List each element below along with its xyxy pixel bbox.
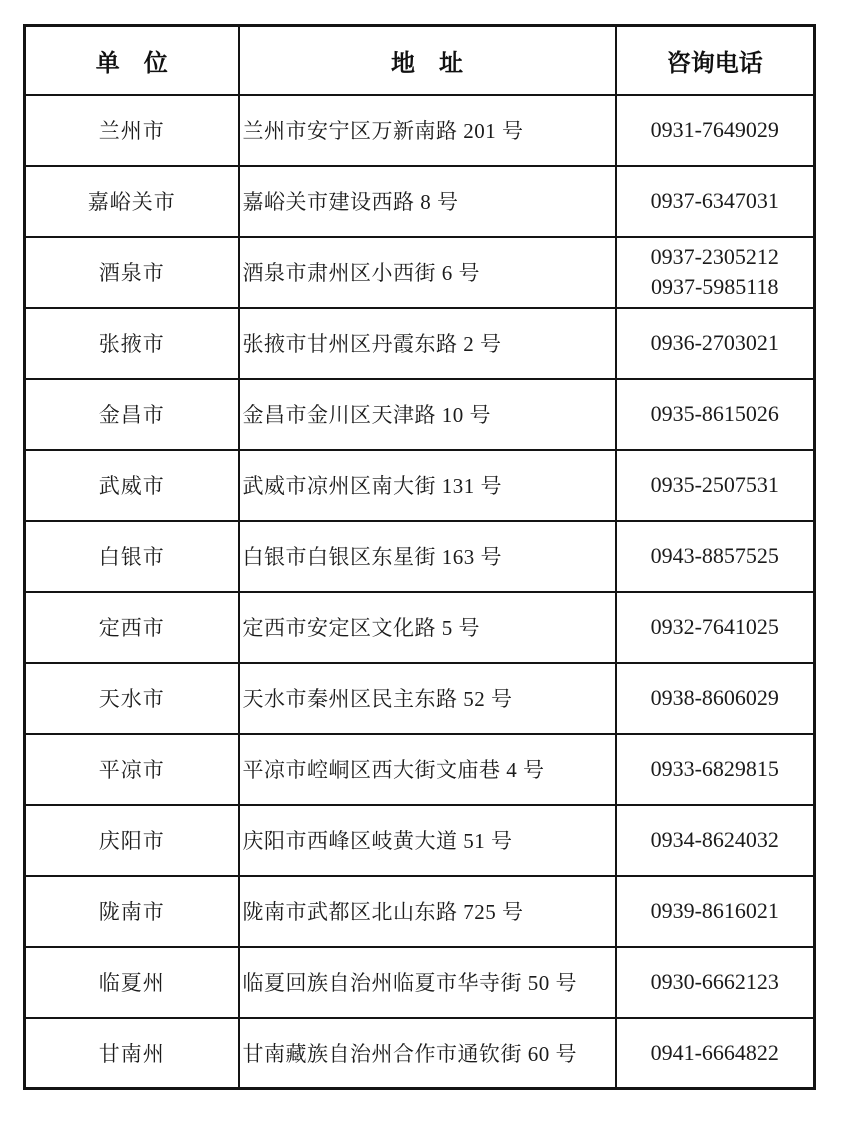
phone-number: 0939-8616021 [650,898,779,923]
phone-number: 0935-8615026 [650,401,779,426]
unit-cell: 临夏州 [25,947,239,1018]
address-cell: 庆阳市西峰区岐黄大道 51 号 [239,805,616,876]
phone-cell [616,237,815,308]
unit-cell: 陇南市 [25,876,239,947]
table-row [25,450,815,521]
address-cell: 张掖市甘州区丹霞东路 2 号 [239,308,616,379]
phone-cell [616,734,815,805]
table-row [25,592,815,663]
phone-cell [616,592,815,663]
phone-cell [616,166,815,237]
address-cell: 嘉峪关市建设西路 8 号 [239,166,616,237]
unit-cell: 武威市 [25,450,239,521]
table-row [25,95,815,166]
table-row [25,1018,815,1089]
phone-cell [616,947,815,1018]
table-row [25,308,815,379]
unit-cell: 嘉峪关市 [25,166,239,237]
header-unit: 单 位 [25,26,239,95]
address-cell: 甘南藏族自治州合作市通钦街 60 号 [239,1018,616,1089]
unit-cell: 张掖市 [25,308,239,379]
header-phone: 咨询电话 [616,26,815,95]
phone-number: 0931-7649029 [650,117,779,142]
address-cell: 天水市秦州区民主东路 52 号 [239,663,616,734]
contact-table [23,24,816,1090]
phone-number: 0937-2305212 [650,244,779,269]
unit-cell: 兰州市 [25,95,239,166]
unit-cell: 白银市 [25,521,239,592]
table-header [25,26,815,95]
address-cell: 兰州市安宁区万新南路 201 号 [239,95,616,166]
phone-cell [616,876,815,947]
phone-number: 0943-8857525 [650,543,779,568]
table-row [25,663,815,734]
table-row [25,876,815,947]
unit-cell: 金昌市 [25,379,239,450]
address-cell: 金昌市金川区天津路 10 号 [239,379,616,450]
phone-number: 0941-6664822 [650,1039,779,1065]
address-cell: 酒泉市肃州区小西街 6 号 [239,237,616,308]
unit-cell: 甘南州 [25,1018,239,1089]
address-cell: 武威市凉州区南大街 131 号 [239,450,616,521]
phone-cell [616,450,815,521]
phone-number: 0938-8606029 [650,685,779,710]
unit-cell: 酒泉市 [25,237,239,308]
phone-cell [616,805,815,876]
table-row [25,166,815,237]
unit-cell: 天水市 [25,663,239,734]
phone-number: 0937-5985118 [650,274,779,299]
header-address: 地 址 [239,26,616,95]
table-row [25,947,815,1018]
phone-cell [616,95,815,166]
address-cell: 平凉市崆峒区西大街文庙巷 4 号 [239,734,616,805]
phone-number: 0937-6347031 [650,188,779,213]
phone-cell [616,308,815,379]
address-cell: 临夏回族自治州临夏市华寺街 50 号 [239,947,616,1018]
phone-number: 0935-2507531 [650,472,779,497]
table-row [25,379,815,450]
table-body [25,95,815,1089]
phone-number: 0932-7641025 [650,614,779,639]
phone-cell [616,663,815,734]
phone-cell [616,379,815,450]
phone-number: 0930-6662123 [650,969,779,994]
address-cell: 白银市白银区东星街 163 号 [239,521,616,592]
table-row [25,734,815,805]
header-row [25,26,815,95]
phone-cell [616,1018,815,1089]
phone-number: 0933-6829815 [650,756,779,781]
phone-cell [616,521,815,592]
unit-cell: 定西市 [25,592,239,663]
table-row [25,237,815,308]
address-cell: 定西市安定区文化路 5 号 [239,592,616,663]
unit-cell: 平凉市 [25,734,239,805]
address-cell: 陇南市武都区北山东路 725 号 [239,876,616,947]
table-row [25,805,815,876]
phone-number: 0934-8624032 [650,827,779,852]
phone-number: 0936-2703021 [650,330,779,355]
unit-cell: 庆阳市 [25,805,239,876]
table-row [25,521,815,592]
